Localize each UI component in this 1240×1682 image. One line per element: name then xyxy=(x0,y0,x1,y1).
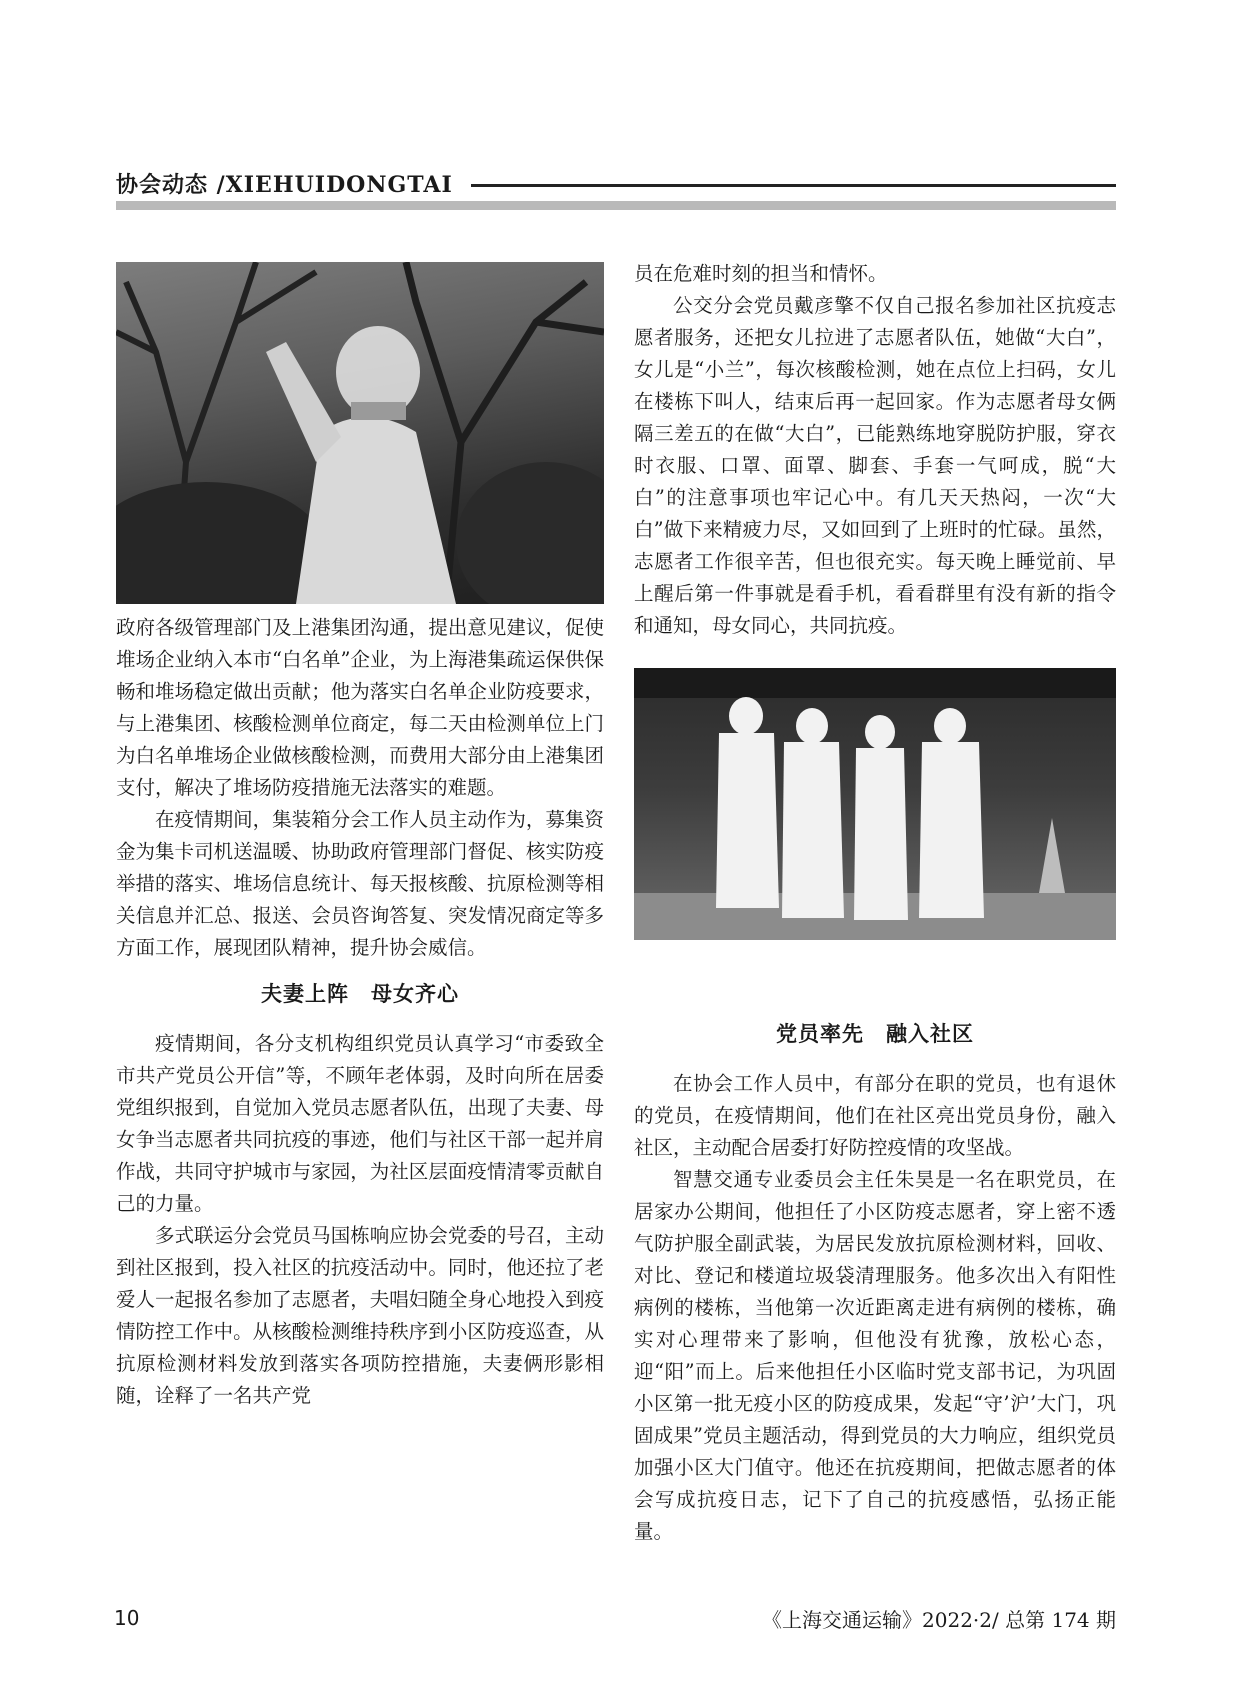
left-column xyxy=(116,612,604,1412)
header-band xyxy=(116,201,1116,210)
section-header xyxy=(116,168,1116,208)
right-paragraph-3: 在协会工作人员中，有部分在职的党员，也有退休的党员，在疫情期间，他们在社区亮出党员身份，融入社区，主动配合居委打好防控疫情的攻坚战。 xyxy=(634,1072,1116,1159)
volunteer-tree-photo-graphic xyxy=(116,262,604,604)
header-rule xyxy=(471,184,1116,187)
left-paragraph-4: 多式联运分会党员马国栋响应协会党委的号召，主动到社区报到，投入社区的抗疫活动中。同时，他还拉了老爱人一起报名参加了志愿者，夫唱妇随全身心地投入到疫情防控工作中。从核酸检测维持秩序到小区防疫巡查，从抗原检测材料发放到落实各项防控措施，夫妻俩形影相随，诠释了一名共产党 xyxy=(116,1224,604,1407)
right-paragraph-4: 智慧交通专业委员会主任朱昊是一名在职党员，在居家办公期间，他担任了小区防疫志愿者，穿上密不透气防护服全副武装，为居民发放抗原检测材料，回收、对比、登记和楼道垃圾袋清理服务。他多次出入有阳性病例的楼栋，当他第一次近距离走进有病例的楼栋，确实对心理带来了影响，但他没有犹豫，放松心态，迎“阳”而上。后来他担任小区临时党支部书记，为巩固小区第一批无疫小区的防疫成果，发起“守’沪’大门，巩固成果”党员主题活动，得到党员的大力响应，组织党员加强小区大门值守。他还在抗疫期间，把做志愿者的体会写成抗疫日志，记下了自己的抗疫感悟，弘扬正能量。 xyxy=(634,1168,1116,1543)
right-paragraph-2: 公交分会党员戴彦擎不仅自己报名参加社区抗疫志愿者服务，还把女儿拉进了志愿者队伍，她做“大白”，女儿是“小兰”，每次核酸检测，她在点位上扫码，女儿在楼栋下叫人，结束后再一起回家。作为志愿者母女俩隔三差五的在做“大白”，已能熟练地穿脱防护服，穿衣时衣服、口罩、面罩、脚套、手套一气呵成，脱“大白”的注意事项也牢记心中。有几天天热闷，一次“大白”做下来精疲力尽，又如回到了上班时的忙碌。虽然，志愿者工作很辛苦，但也很充实。每天晚上睡觉前、早上醒后第一件事就是看手机，看看群里有没有新的指令和通知，母女同心，共同抗疫。 xyxy=(634,294,1116,637)
four-volunteers-photo xyxy=(634,668,1116,940)
right-column-bottom xyxy=(634,1004,1116,1548)
four-volunteers-photo-graphic xyxy=(634,668,1116,940)
left-paragraph-1: 政府各级管理部门及上港集团沟通，提出意见建议，促使堆场企业纳入本市“白名单”企业，为上海港集疏运保供保畅和堆场稳定做出贡献；他为落实白名单企业防疫要求，与上港集团、核酸检测单位商定，每二天由检测单位上门为白名单堆场企业做核酸检测，而费用大部分由上港集团支付，解决了堆场防疫措施无法落实的难题。 xyxy=(116,616,604,799)
left-paragraph-2: 在疫情期间，集装箱分会工作人员主动作为，募集资金为集卡司机送温暖、协助政府管理部门督促、核实防疫举措的落实、堆场信息统计、每天报核酸、抗原检测等相关信息并汇总、报送、会员咨询答复、突发情况商定等多方面工作，展现团队精神，提升协会威信。 xyxy=(116,808,604,959)
journal-info: 《上海交通运输》2022·2/ 总第 174 期 xyxy=(762,1608,1116,1632)
subtitle-couples: 夫妻上阵 母女齐心 xyxy=(261,982,459,1006)
subtitle-party-members: 党员率先 融入社区 xyxy=(776,1022,974,1046)
right-paragraph-1: 员在危难时刻的担当和情怀。 xyxy=(634,262,888,285)
volunteer-tree-photo xyxy=(116,262,604,604)
left-paragraph-3: 疫情期间，各分支机构组织党员认真学习“市委致全市共产党员公开信”等，不顾年老体弱，及时向所在居委党组织报到，自觉加入党员志愿者队伍，出现了夫妻、母女争当志愿者共同抗疫的事迹，他们与社区干部一起并肩作战，共同守护城市与家园，为社区层面疫情清零贡献自己的力量。 xyxy=(116,1032,604,1215)
page-number: 10 xyxy=(114,1606,140,1630)
section-title: 协会动态 /XIEHUIDONGTAI xyxy=(116,172,453,198)
right-column-top xyxy=(634,258,1116,642)
